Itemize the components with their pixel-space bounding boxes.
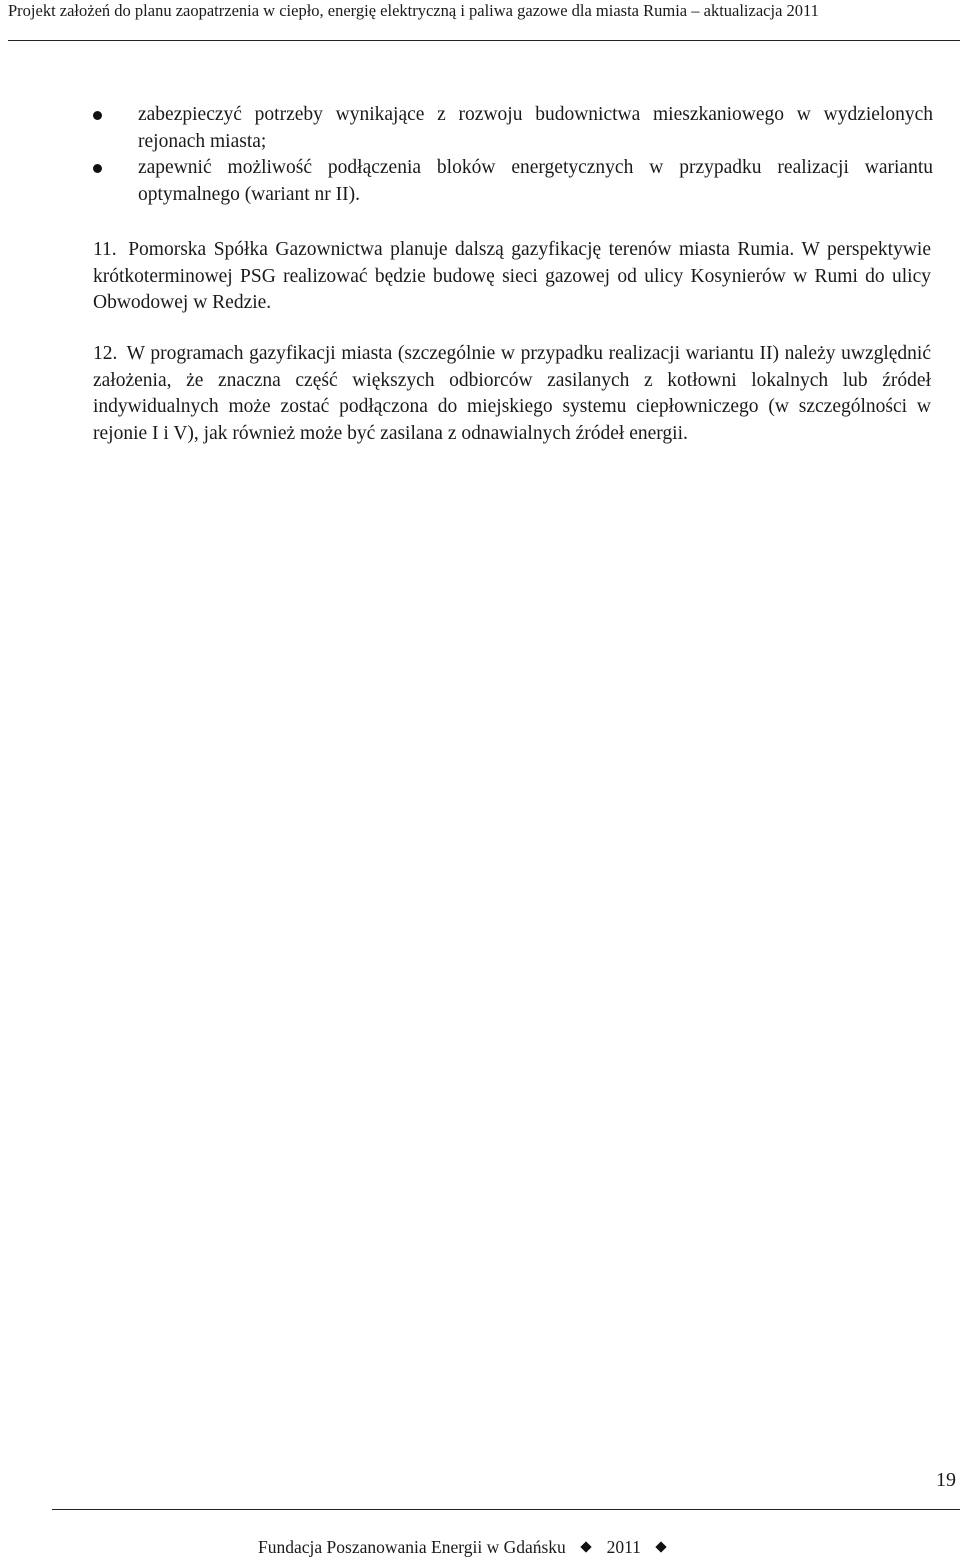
item-number: 12. [93, 343, 118, 364]
page-header: Projekt założeń do planu zaopatrzenia w ciepło, energię elektryczną i paliwa gazowe dla miasta Rumia – aktualizacja 2011 [8, 1, 819, 20]
numbered-paragraph-11 [93, 237, 931, 317]
list-item [93, 102, 933, 155]
page-footer [258, 1536, 677, 1558]
bullet-text: zabezpieczyć potrzeby wynikające z rozwoju budownictwa mieszkaniowego w wydzielonych rejonach miasta; [138, 104, 933, 152]
footer-divider [52, 1509, 960, 1510]
footer-year: 2011 [606, 1537, 641, 1557]
bullet-text: zapewnić możliwość podłączenia bloków energetycznych w przypadku realizacji wariantu optymalnego (wariant nr II). [138, 157, 933, 205]
diamond-icon [656, 1541, 667, 1552]
numbered-paragraph-12 [93, 341, 931, 447]
header-divider [8, 40, 960, 41]
item-text: W programach gazyfikacji miasta (szczególnie w przypadku realizacji wariantu II) należy uwzględnić założenia, że znaczna część większych odbiorców zasilanych z kotłowni lokalnych lub źródeł indywidualnych może zostać podłączona do miejskiego systemu ciepłowniczego (w szczególności w rejonie I i V), jak również może być zasilana z odnawialnych źródeł energii. [93, 343, 931, 444]
bullet-icon [93, 111, 102, 120]
bullet-list [93, 102, 933, 208]
diamond-icon [581, 1541, 592, 1552]
list-item [93, 155, 933, 208]
bullet-icon [93, 164, 102, 173]
item-text: Pomorska Spółka Gazownictwa planuje dalszą gazyfikację terenów miasta Rumia. W perspektywie krótkoterminowej PSG realizować będzie budowę sieci gazowej od ulicy Kosynierów w Rumi do ulicy Obwodowej w Redzie. [93, 239, 931, 313]
footer-organization: Fundacja Poszanowania Energii w Gdańsku [258, 1537, 566, 1557]
page-number: 19 [936, 1469, 956, 1491]
item-number: 11. [93, 239, 117, 260]
